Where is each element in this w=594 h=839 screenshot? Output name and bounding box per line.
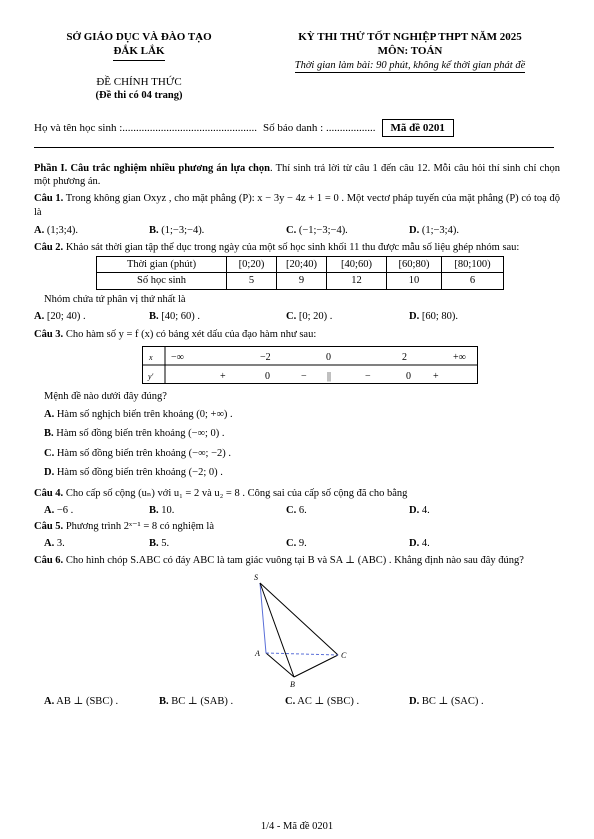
student-info-row xyxy=(34,119,560,137)
header-left xyxy=(34,30,244,103)
question-2-options xyxy=(34,310,560,324)
option-b[interactable]: B. [40; 60) . xyxy=(149,310,201,322)
option-c[interactable]: C. 9. xyxy=(286,538,307,549)
option-c[interactable]: C. (−1;−3;−4). xyxy=(286,225,348,237)
sign-value: + xyxy=(220,370,226,382)
edge-sa xyxy=(260,583,266,653)
question-5 xyxy=(34,520,560,534)
header-divider xyxy=(34,147,554,148)
table-cell: 5 xyxy=(227,273,277,290)
time-note: Thời gian làm bài: 90 phút, không kể thời gian phát đề xyxy=(295,59,526,74)
edge-ac xyxy=(266,653,338,655)
question-4 xyxy=(34,487,560,501)
question-label: Câu 1. xyxy=(34,193,64,205)
sign-value: 0 xyxy=(265,370,270,382)
edge-bc xyxy=(294,655,338,677)
table-cell: [0;20) xyxy=(227,256,277,273)
subject-title: MÔN: TOÁN xyxy=(377,45,443,58)
x-value: 2 xyxy=(402,351,407,363)
question-prompt: Nhóm chứa tứ phân vị thứ nhất là xyxy=(44,293,186,305)
vertex-label-a: A xyxy=(255,649,260,659)
exam-code-box: Mã đề 0201 xyxy=(382,119,454,137)
vertex-label-b: B xyxy=(290,680,295,690)
option-b[interactable]: B. 5. xyxy=(149,538,170,549)
student-id-field: Số báo danh : .................. xyxy=(263,121,376,134)
question-text: Trong không gian Oxyz , cho mặt phẳng (P): x − 3y − 4z + 1 = 0 . Một vectơ pháp tuyến của mặt phẳng (P) có toạ độ là xyxy=(34,193,560,218)
table-cell: 10 xyxy=(387,273,442,290)
question-text: Phương trình 2ˣ⁻¹ = 8 có nghiệm là xyxy=(63,521,214,533)
option-d[interactable]: D. Hàm số đồng biến trên khoảng (−2; 0) . xyxy=(44,467,223,479)
question-5-options xyxy=(44,537,560,551)
option-c[interactable]: C. Hàm số đồng biến trên khoảng (−∞; −2) . xyxy=(44,447,232,459)
sign-value: 0 xyxy=(406,370,411,382)
table-cell: Số học sinh xyxy=(97,273,227,290)
x-value: −∞ xyxy=(171,351,184,363)
question-text: Cho cấp số cộng (uₙ) với u₁ = 2 và u₂ = 8 . Công sai của cấp số cộng đã cho bằng xyxy=(63,488,408,500)
vertex-label-c: C xyxy=(341,651,347,661)
question-6-options xyxy=(44,695,560,709)
table-cell: 6 xyxy=(442,273,504,290)
question-6 xyxy=(34,554,560,568)
option-c[interactable]: C. 6. xyxy=(286,504,307,516)
province-name: ĐẮK LẮK xyxy=(113,44,164,60)
question-text: Khảo sát thời gian tập thể dục trong ngày của một số học sinh khối 11 thu được mẫu số liệu ghép nhóm sau: xyxy=(63,242,520,254)
question-1 xyxy=(34,192,560,219)
x-value: 0 xyxy=(326,351,331,363)
header-right xyxy=(260,30,560,103)
sign-chart-xlabel: x xyxy=(149,352,153,362)
table-row xyxy=(97,273,504,290)
option-d[interactable]: D. [60; 80). xyxy=(409,310,459,322)
department-name: SỞ GIÁO DỤC VÀ ĐÀO TẠO xyxy=(66,31,212,43)
grouped-data-table xyxy=(96,256,504,290)
question-label: Câu 3. xyxy=(34,329,64,341)
part1-desc: . Thí sinh trả lời từ câu 1 đến câu 12. Mỗi câu hỏi thí sinh chỉ chọn một phương án. xyxy=(34,162,560,188)
question-2 xyxy=(34,241,560,255)
page-count: (Đề thi có 04 trang) xyxy=(95,89,183,101)
option-a[interactable]: A. −6 . xyxy=(44,504,74,516)
question-label: Câu 6. xyxy=(34,554,64,566)
part1-title: Phần I. Câu trắc nghiệm nhiều phương án lựa chọn xyxy=(34,162,270,174)
sign-chart xyxy=(142,346,478,384)
option-c[interactable]: C. [0; 20) . xyxy=(286,310,333,322)
option-b[interactable]: B. BC ⊥ (SAB) . xyxy=(159,696,234,708)
question-label: Câu 5. xyxy=(34,521,64,533)
option-d[interactable]: D. 4. xyxy=(409,538,430,549)
table-cell: 9 xyxy=(277,273,327,290)
table-cell: [80;100) xyxy=(442,256,504,273)
option-d[interactable]: D. BC ⊥ (SAC) . xyxy=(409,696,484,708)
pyramid-figure xyxy=(240,571,360,689)
table-cell: [40;60) xyxy=(327,256,387,273)
option-a[interactable]: A. Hàm số nghịch biến trên khoảng (0; +∞) . xyxy=(44,408,233,420)
question-3 xyxy=(34,328,560,342)
option-a[interactable]: A. (1;3;4). xyxy=(34,225,79,237)
option-c[interactable]: C. AC ⊥ (SBC) . xyxy=(285,696,360,708)
sign-value: − xyxy=(301,370,307,382)
question-prompt: Mệnh đề nào dưới đây đúng? xyxy=(44,390,167,402)
table-cell: [60;80) xyxy=(387,256,442,273)
table-cell: 12 xyxy=(327,273,387,290)
option-a[interactable]: A. AB ⊥ (SBC) . xyxy=(44,696,119,708)
option-b[interactable]: B. (1;−3;−4). xyxy=(149,225,205,237)
exam-title: KỲ THI THỬ TỐT NGHIỆP THPT NĂM 2025 xyxy=(298,31,522,43)
question-text: Cho hàm số y = f (x) có bảng xét dấu của đạo hàm như sau: xyxy=(63,329,317,341)
table-row xyxy=(97,256,504,273)
table-cell: [20;40) xyxy=(277,256,327,273)
question-label: Câu 2. xyxy=(34,242,64,254)
vertex-label-s: S xyxy=(254,573,258,583)
page-footer: 1/4 - Mã đề 0201 xyxy=(260,821,334,832)
option-d[interactable]: D. (1;−3;4). xyxy=(409,225,459,237)
sign-value: − xyxy=(365,370,371,382)
option-a[interactable]: A. 3. xyxy=(44,538,65,549)
official-label: ĐỀ CHÍNH THỨC xyxy=(96,75,182,88)
sign-chart-ylabel: y′ xyxy=(148,371,154,381)
student-name-field: Họ và tên học sinh :................................................. xyxy=(34,121,258,134)
question-1-options xyxy=(34,224,560,238)
sign-value: + xyxy=(433,370,439,382)
sign-value: || xyxy=(327,370,332,382)
option-b[interactable]: B. Hàm số đồng biến trên khoảng (−∞; 0) . xyxy=(44,428,225,440)
x-value: +∞ xyxy=(453,351,466,363)
option-d[interactable]: D. 4. xyxy=(409,504,430,516)
table-cell: Thời gian (phút) xyxy=(97,256,227,273)
question-4-options xyxy=(44,504,560,518)
part1-heading xyxy=(34,162,560,189)
question-text: Cho hình chóp S.ABC có đáy ABC là tam giác vuông tại B và SA ⊥ (ABC) . Khẳng định nào sau đây đúng? xyxy=(63,554,524,566)
option-b[interactable]: B. 10. xyxy=(149,504,175,516)
question-label: Câu 4. xyxy=(34,488,64,500)
edge-sc xyxy=(260,583,338,655)
question-3-options xyxy=(44,408,560,481)
exam-header xyxy=(34,30,560,103)
option-a[interactable]: A. [20; 40) . xyxy=(34,310,86,322)
x-value: −2 xyxy=(260,351,271,363)
